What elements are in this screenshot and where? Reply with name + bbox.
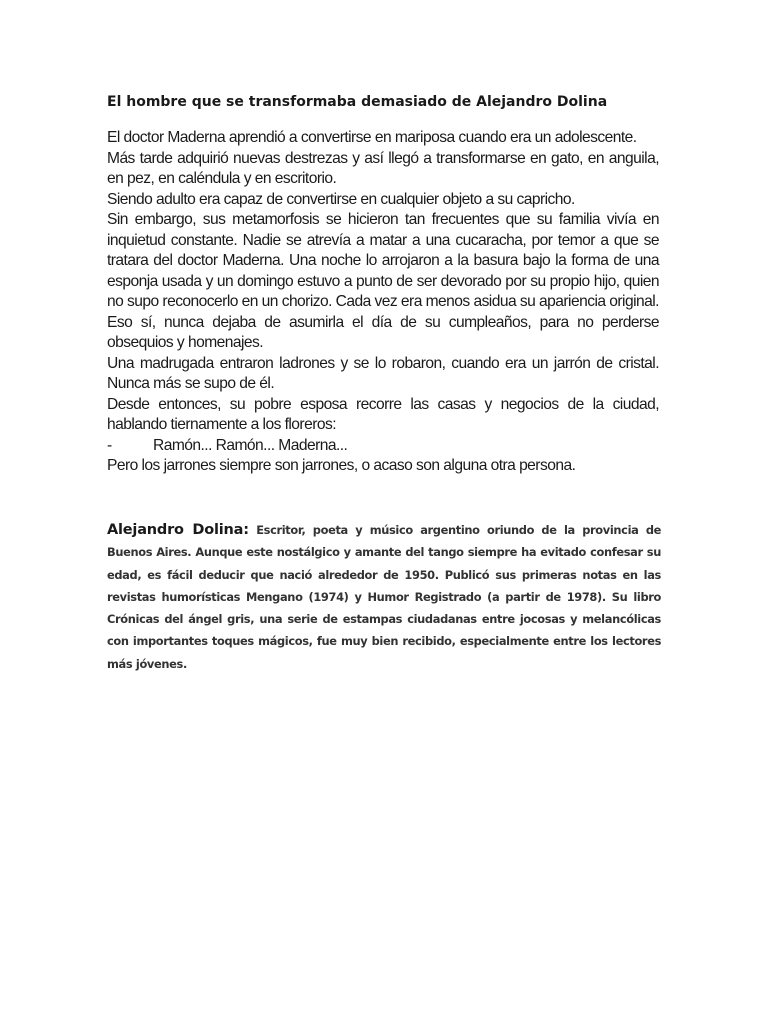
story-paragraph-1: El doctor Maderna aprendió a convertirse en mariposa cuando era un adolescente. <box>107 129 637 146</box>
dialogue-dash: - <box>107 436 112 454</box>
story-paragraph-8: Pero los jarrones siempre son jarrones, o acaso son alguna otra persona. <box>107 457 576 474</box>
story-dialogue-line <box>107 436 659 457</box>
story-paragraph-2: Más tarde adquirió nuevas destrezas y así llegó a transformarse en gato, en anguila, en pez, en caléndula y en escritorio. <box>107 149 659 187</box>
author-bio-text: Escritor, poeta y músico argentino oriundo de la provincia de Buenos Aires. Aunque este nostálgico y amante del tango siempre ha evitado confesar su edad, es fácil deducir que nació alrededor de 1950. Publicó sus primeras notas en las revistas humorísticas Mengano (1974) y Humor Registrado (a partir de 1978). Su libro Crónicas del ángel gris, una serie de estampas ciudadanas entre jocosas y melancólicas con importantes toques mágicos, fue muy bien recibido, especialmente entre los lectores más jóvenes. <box>107 523 661 671</box>
story-paragraph-4: Sin embargo, sus metamorfosis se hicieron tan frecuentes que su familia vivía en inquietud constante. Nadie se atrevía a matar a una cucaracha, por temor a que se tratara del doctor Maderna. Una noche lo arrojaron a la basura bajo la forma de una esponja usada y un domingo estuvo a punto de ser devorado por su propio hijo, quien no supo reconocerlo en un chorizo. Cada vez era menos asidua su apariencia original. <box>107 211 659 310</box>
author-bio <box>107 519 661 675</box>
author-bio-name: Alejandro Dolina: <box>107 522 249 538</box>
story-paragraph-3: Siendo adulto era capaz de convertirse en cualquier objeto a su capricho. <box>107 190 575 208</box>
dialogue-text: Ramón... Ramón... Maderna... <box>153 436 348 454</box>
story-paragraph-6: Una madrugada entraron ladrones y se lo robaron, cuando era un jarrón de cristal. Nunca más se supo de él. <box>107 354 659 392</box>
story-paragraph-7: Desde entonces, su pobre esposa recorre las casas y negocios de la ciudad, hablando tiernamente a los floreros: <box>107 395 659 433</box>
document-title: El hombre que se transformaba demasiado de Alejandro Dolina <box>107 94 608 110</box>
story-body <box>107 128 659 477</box>
story-paragraph-5: Eso sí, nunca dejaba de asumirla el día de su cumpleaños, para no perderse obsequios y homenajes. <box>107 313 659 351</box>
